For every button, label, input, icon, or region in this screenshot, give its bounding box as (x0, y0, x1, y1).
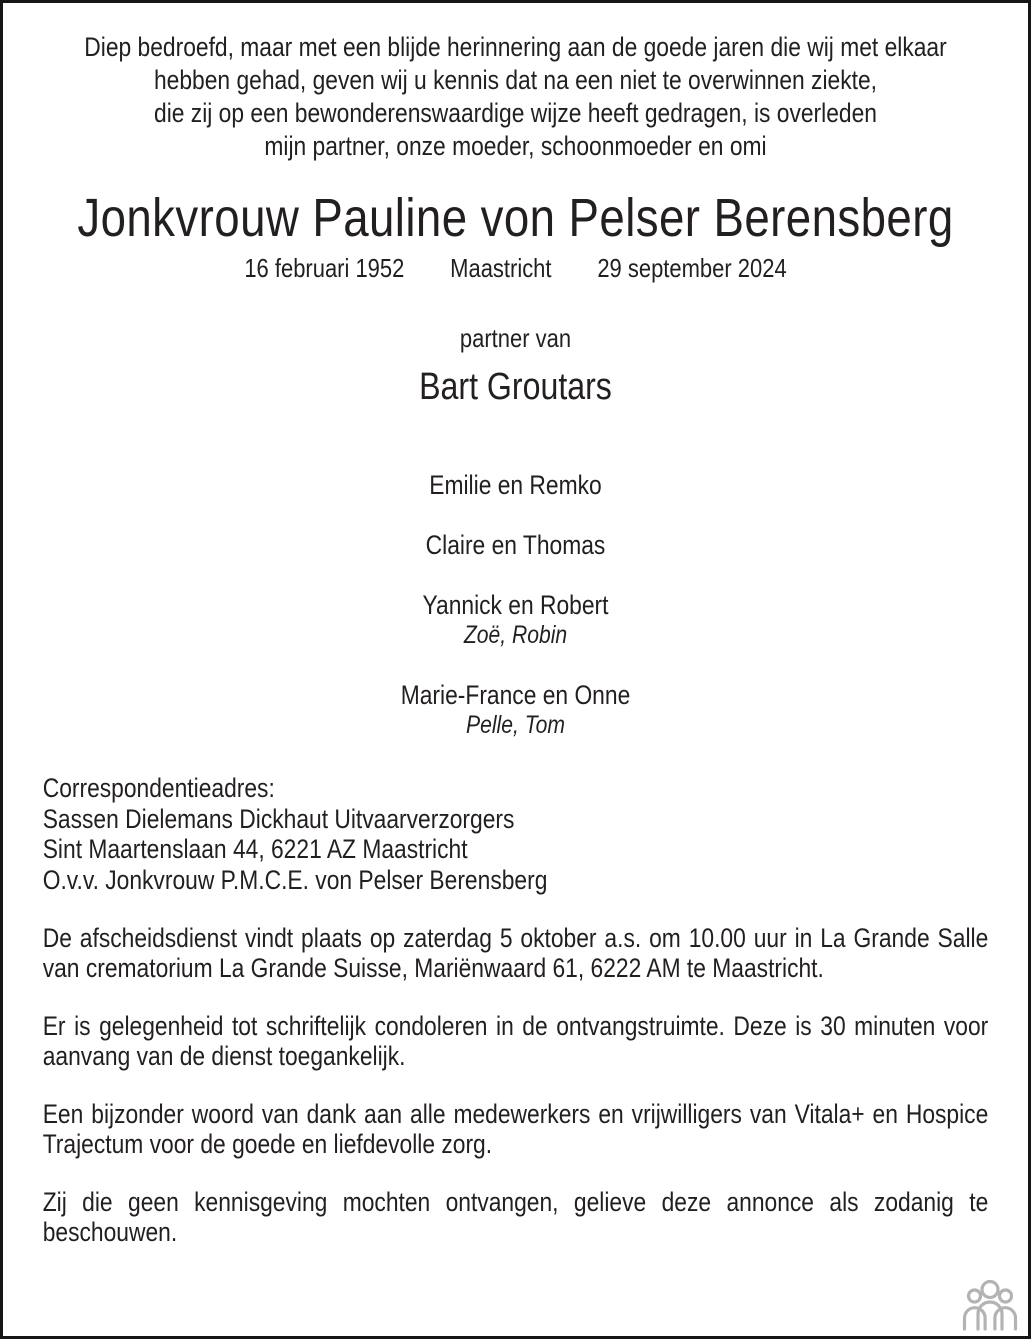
service-paragraph: De afscheidsdienst vindt plaats op zaterdag 5 oktober a.s. om 10.00 uur in La Grande Salle van crematorium La Grande Suisse, Mariënwaard 61, 6222 AM te Maastricht. (42, 923, 989, 983)
family-names: Emilie en Remko (429, 470, 602, 500)
family-group (43, 680, 989, 740)
intro-line: die zij op een bewonderenswaardige wijze heeft gedragen, is overleden (154, 98, 877, 128)
life-dates (43, 253, 989, 283)
intro-line: mijn partner, onze moeder, schoonmoeder en omi (264, 131, 767, 161)
family-names: Yannick en Robert (422, 590, 609, 620)
family-names: Marie-France en Onne (400, 680, 631, 710)
intro-line: hebben gehad, geven wij u kennis dat na een niet te overwinnen ziekte, (153, 65, 877, 95)
family-names: Claire en Thomas (425, 530, 606, 560)
correspondence-block (43, 773, 989, 895)
correspondence-label: Correspondentieadres: (42, 773, 275, 803)
correspondence-line: Sassen Dielemans Dickhaut Uitvaarverzorgers (42, 803, 515, 834)
deceased-name: Jonkvrouw Pauline von Pelser Berensberg (77, 188, 954, 248)
notice-content (3, 31, 1028, 1247)
birth-date: 16 februari 1952 (244, 253, 405, 283)
family-children: Zoë, Robin (463, 621, 568, 649)
notice-paragraph: Zij die geen kennisgeving mochten ontvangen, gelieve deze annonce als zodanig te beschouwen. (42, 1187, 989, 1247)
thanks-paragraph: Een bijzonder woord van dank aan alle medewerkers en vrijwilligers van Vitala+ en Hospice Trajectum voor de goede en liefdevolle zorg. (42, 1099, 989, 1159)
intro-line: Diep bedroefd, maar met een blijde herinnering aan de goede jaren die wij met elkaar (84, 32, 947, 62)
family-group (43, 470, 989, 500)
intro-paragraph (43, 31, 989, 163)
place: Maastricht (450, 253, 552, 283)
family-figures-logo-icon (960, 1279, 1020, 1331)
death-date: 29 september 2024 (597, 253, 787, 283)
correspondence-line: Sint Maartenslaan 44, 6221 AZ Maastricht (42, 834, 468, 864)
family-group (43, 530, 989, 560)
partner-name: Bart Groutars (419, 366, 612, 408)
family-group (43, 590, 989, 650)
family-children: Pelle, Tom (465, 711, 566, 739)
partner-label: partner van (459, 323, 572, 353)
correspondence-line: O.v.v. Jonkvrouw P.M.C.E. von Pelser Berensberg (42, 864, 548, 895)
family-list (43, 470, 989, 740)
condolence-paragraph: Er is gelegenheid tot schriftelijk condoleren in de ontvangstruimte. Deze is 30 minuten voor aanvang van de dienst toegankelijk. (42, 1011, 989, 1071)
